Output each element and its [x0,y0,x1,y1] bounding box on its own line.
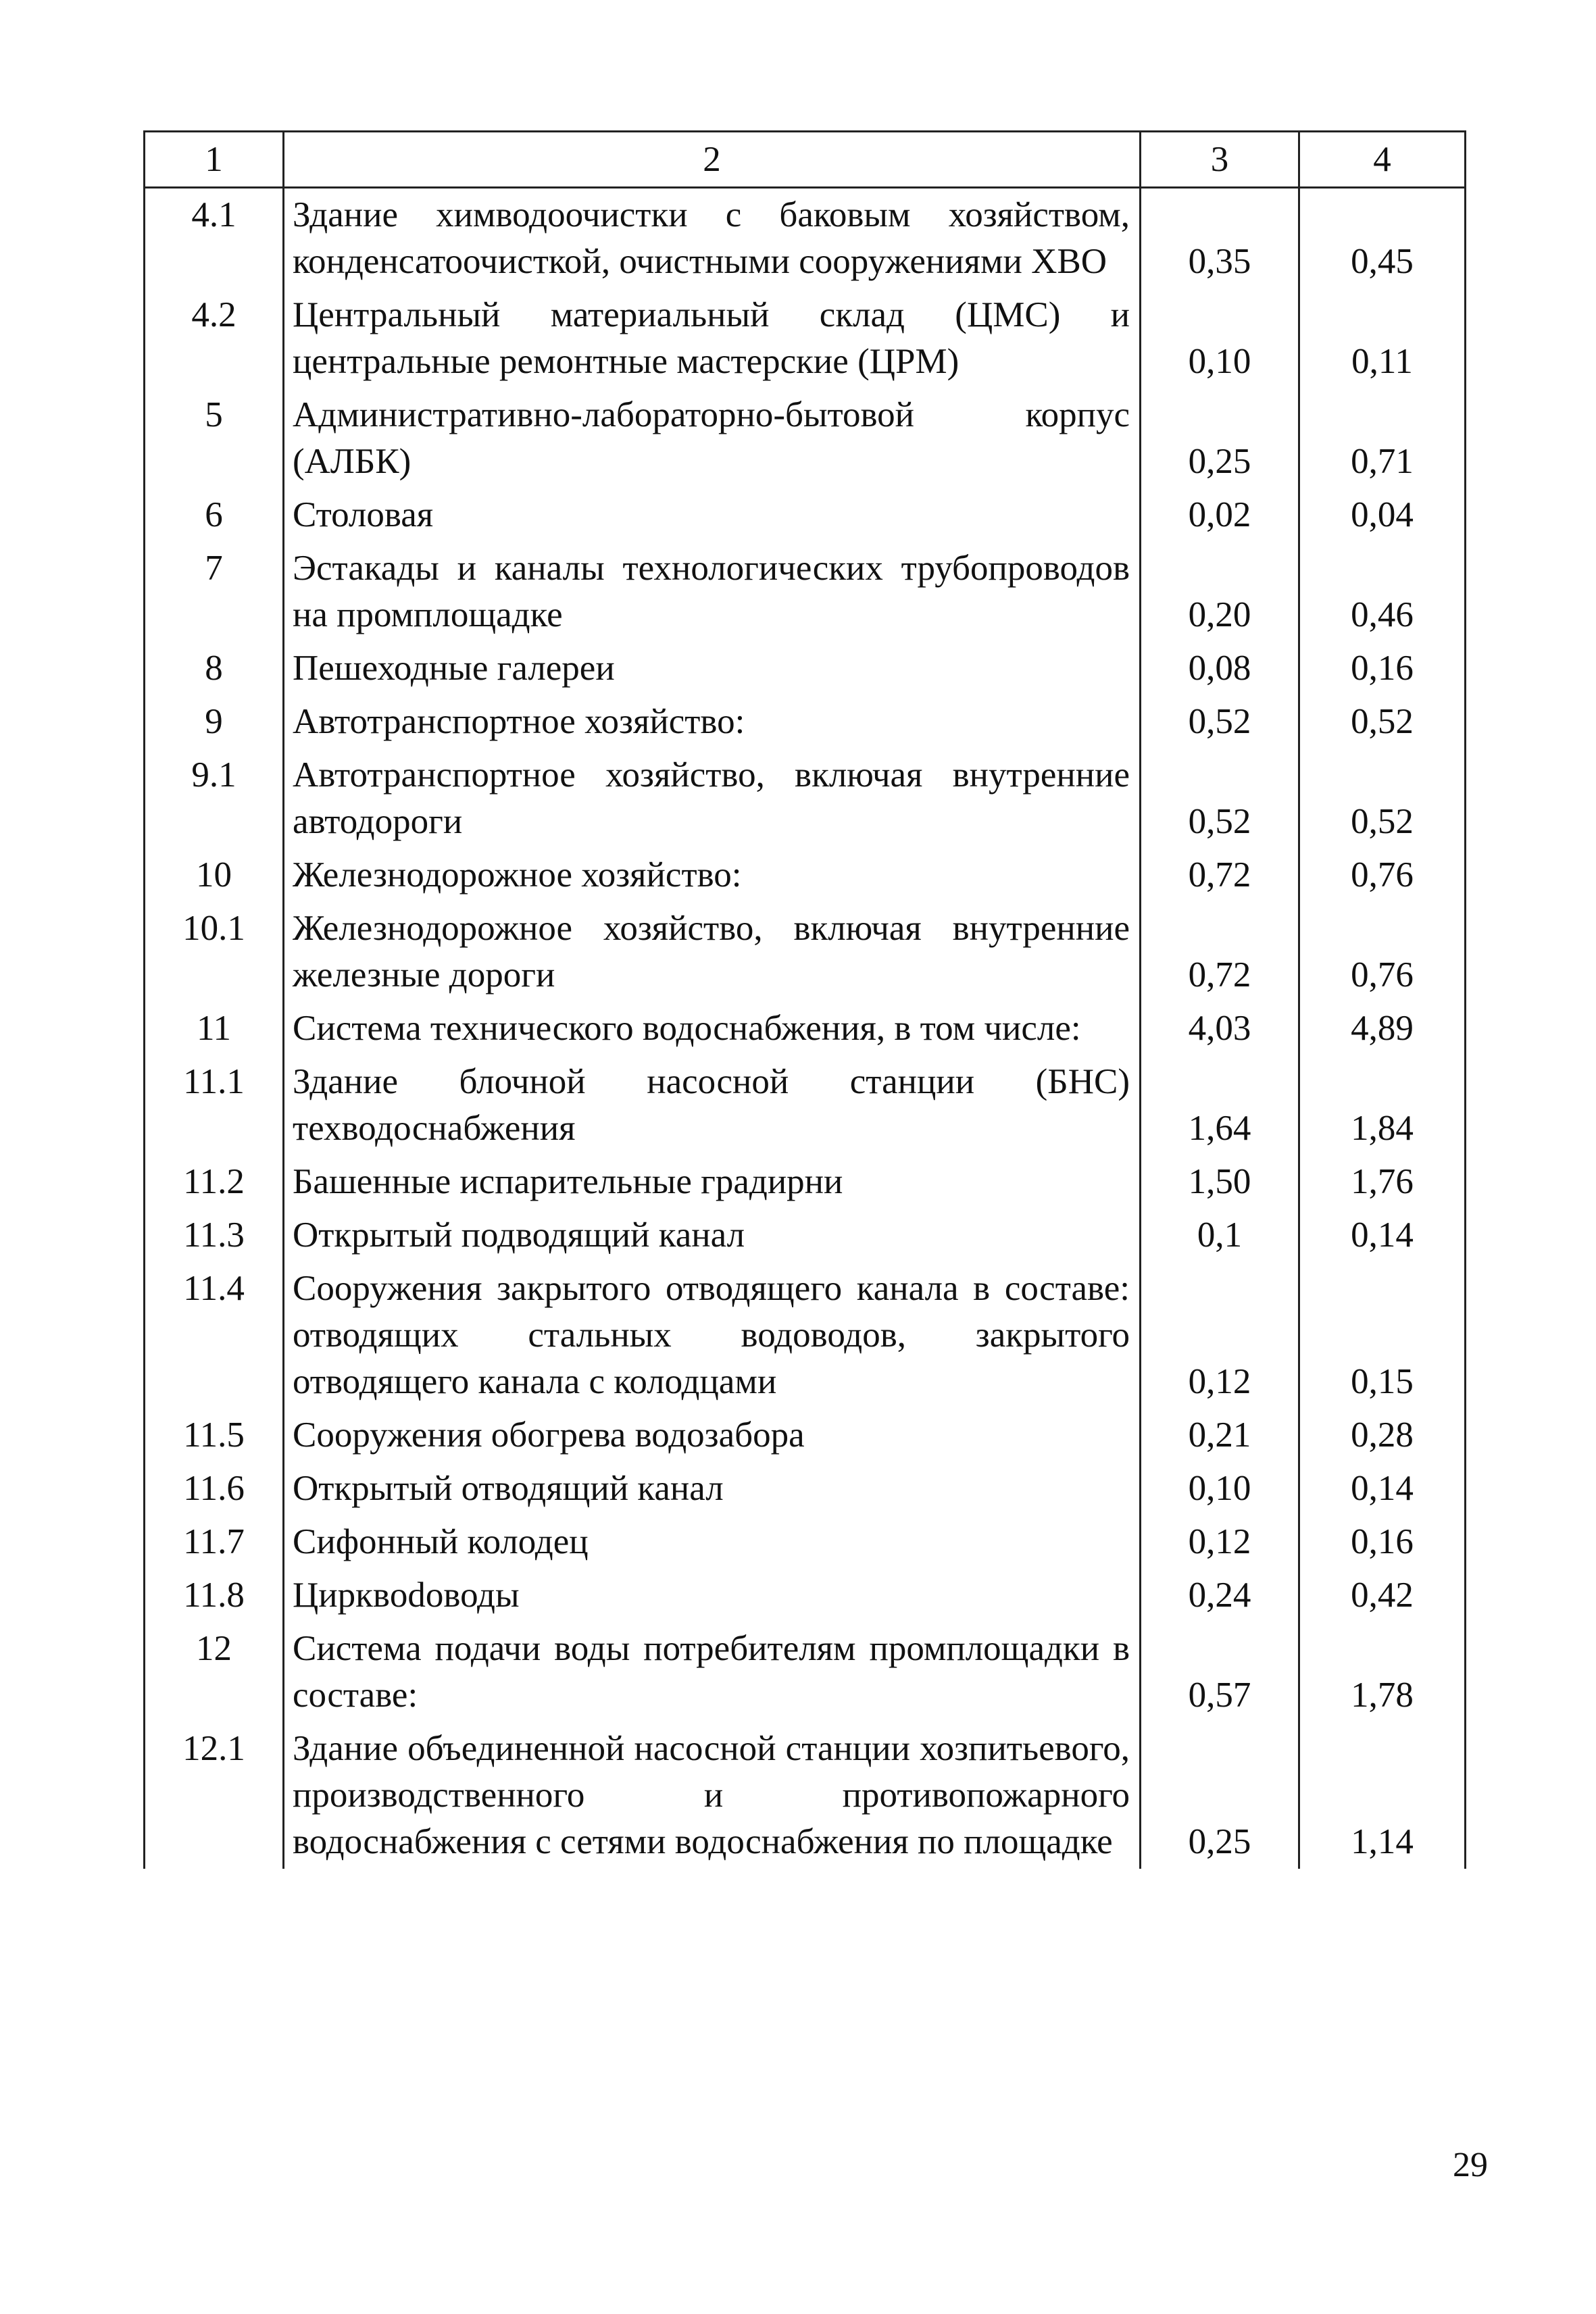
table-row [145,1409,1466,1462]
row-value-col3: 0,25 [1141,1722,1299,1869]
table-row [145,1722,1466,1869]
header-col-4: 4 [1299,132,1466,188]
row-name: Открытый подводящий канал [284,1209,1141,1262]
row-name: Здание химводоочистки с баковым хозяйством, конденсатоочисткой, очистными сооружениями ХВО [284,188,1141,289]
header-row [145,132,1466,188]
row-name: Пешеходные галереи [284,642,1141,695]
row-value-col4: 0,14 [1299,1462,1466,1515]
row-value-col3: 0,10 [1141,288,1299,388]
table-row [145,388,1466,488]
row-name: Система подачи воды потребителям промплощадки в составе: [284,1622,1141,1722]
row-value-col3: 1,64 [1141,1055,1299,1155]
row-name: Столовая [284,488,1141,542]
row-number: 11.8 [145,1569,284,1622]
row-name: Сооружения закрытого отводящего канала в составе: отводящих стальных водоводов, закрытого отводящего канала с колодцами [284,1262,1141,1409]
row-value-col3: 0,52 [1141,695,1299,749]
row-number: 5 [145,388,284,488]
table-row [145,849,1466,902]
row-name: Сооружения обогрева водозабора [284,1409,1141,1462]
table-row [145,902,1466,1002]
row-value-col3: 0,21 [1141,1409,1299,1462]
row-name: Железнодорожное хозяйство, включая внутренние железные дороги [284,902,1141,1002]
row-value-col4: 0,42 [1299,1569,1466,1622]
table-row [145,1569,1466,1622]
row-value-col4: 0,16 [1299,642,1466,695]
row-number: 11.3 [145,1209,284,1262]
row-value-col4: 0,04 [1299,488,1466,542]
row-name: Эстакады и каналы технологических трубопроводов на промплощадке [284,542,1141,642]
row-value-col3: 0,1 [1141,1209,1299,1262]
header-col-2: 2 [284,132,1141,188]
row-value-col3: 0,02 [1141,488,1299,542]
table-row [145,749,1466,849]
row-number: 11.6 [145,1462,284,1515]
row-value-col4: 0,71 [1299,388,1466,488]
table-row [145,288,1466,388]
row-number: 11.4 [145,1262,284,1409]
row-value-col4: 0,11 [1299,288,1466,388]
table-row [145,1262,1466,1409]
row-name: Железнодорожное хозяйство: [284,849,1141,902]
table-body [145,188,1466,1869]
row-number: 11.5 [145,1409,284,1462]
header-col-1: 1 [145,132,284,188]
table-header [145,132,1466,188]
table-row [145,1462,1466,1515]
row-value-col4: 0,52 [1299,695,1466,749]
row-value-col4: 1,14 [1299,1722,1466,1869]
page-number: 29 [1453,2146,1488,2184]
row-name: Цирквodоводы [284,1569,1141,1622]
row-number: 11.7 [145,1515,284,1569]
row-value-col4: 0,76 [1299,849,1466,902]
row-name: Открытый отводящий канал [284,1462,1141,1515]
row-value-col3: 0,20 [1141,542,1299,642]
row-value-col3: 0,25 [1141,388,1299,488]
row-number: 10.1 [145,902,284,1002]
row-number: 8 [145,642,284,695]
row-name: Здание блочной насосной станции (БНС) техводоснабжения [284,1055,1141,1155]
table-row [145,1515,1466,1569]
row-number: 9.1 [145,749,284,849]
row-value-col4: 0,52 [1299,749,1466,849]
row-value-col3: 0,24 [1141,1569,1299,1622]
row-value-col4: 0,76 [1299,902,1466,1002]
row-name: Административно-лабораторно-бытовой корпус (АЛБК) [284,388,1141,488]
row-number: 7 [145,542,284,642]
row-value-col3: 0,72 [1141,849,1299,902]
table-row [145,1155,1466,1209]
row-value-col4: 0,14 [1299,1209,1466,1262]
table-row [145,1209,1466,1262]
row-value-col3: 0,52 [1141,749,1299,849]
table-row [145,1622,1466,1722]
row-value-col4: 1,84 [1299,1055,1466,1155]
row-name: Система технического водоснабжения, в том числе: [284,1002,1141,1055]
row-name: Сифонный колодец [284,1515,1141,1569]
table-row [145,488,1466,542]
row-value-col4: 0,15 [1299,1262,1466,1409]
row-number: 6 [145,488,284,542]
row-value-col3: 4,03 [1141,1002,1299,1055]
table-row [145,1055,1466,1155]
row-value-col4: 0,45 [1299,188,1466,289]
table-row [145,1002,1466,1055]
row-value-col3: 0,10 [1141,1462,1299,1515]
table-row [145,188,1466,289]
row-name: Центральный материальный склад (ЦМС) и центральные ремонтные мастерские (ЦРМ) [284,288,1141,388]
row-value-col3: 0,35 [1141,188,1299,289]
row-value-col3: 0,72 [1141,902,1299,1002]
row-number: 11.1 [145,1055,284,1155]
row-number: 10 [145,849,284,902]
row-value-col4: 0,46 [1299,542,1466,642]
table-row [145,642,1466,695]
row-value-col3: 0,12 [1141,1515,1299,1569]
row-name: Автотранспортное хозяйство, включая внутренние автодороги [284,749,1141,849]
row-number: 12 [145,1622,284,1722]
row-value-col3: 0,08 [1141,642,1299,695]
data-table [143,130,1466,1869]
row-number: 11.2 [145,1155,284,1209]
table-row [145,542,1466,642]
row-number: 4.1 [145,188,284,289]
row-number: 12.1 [145,1722,284,1869]
row-value-col4: 1,78 [1299,1622,1466,1722]
row-number: 4.2 [145,288,284,388]
row-name: Здание объединенной насосной станции хозпитьевого, производственного и противопожарного водоснабжения с сетями водоснабжения по площадке [284,1722,1141,1869]
header-col-3: 3 [1141,132,1299,188]
row-number: 11 [145,1002,284,1055]
row-name: Автотранспортное хозяйство: [284,695,1141,749]
row-value-col3: 0,57 [1141,1622,1299,1722]
row-value-col4: 0,16 [1299,1515,1466,1569]
row-value-col4: 4,89 [1299,1002,1466,1055]
table-row [145,695,1466,749]
row-value-col3: 0,12 [1141,1262,1299,1409]
row-value-col4: 1,76 [1299,1155,1466,1209]
row-number: 9 [145,695,284,749]
row-value-col3: 1,50 [1141,1155,1299,1209]
row-name: Башенные испарительные градирни [284,1155,1141,1209]
row-value-col4: 0,28 [1299,1409,1466,1462]
